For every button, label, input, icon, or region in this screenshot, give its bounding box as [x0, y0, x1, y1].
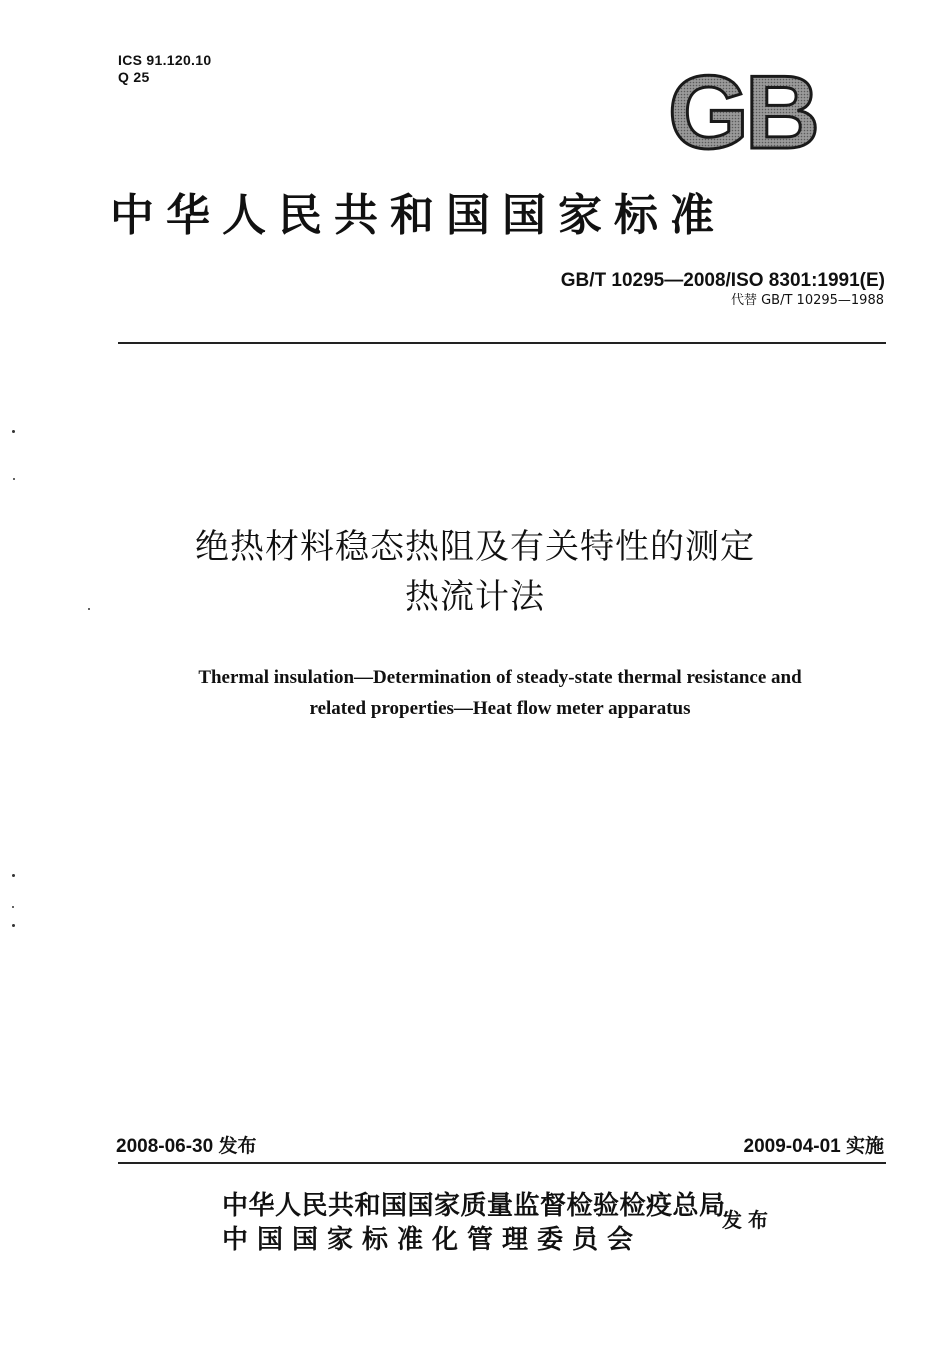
document-title-cn — [0, 522, 950, 622]
ccs-code: Q 25 — [118, 69, 150, 85]
gb-logo — [650, 66, 834, 158]
scan-speck — [12, 924, 15, 927]
title-en-line-2: related properties—Heat flow meter apparatus — [309, 698, 691, 719]
issuer-sac: 中国国家标准化管理委员会 — [222, 1225, 643, 1255]
gb-logo-text: GB — [668, 66, 816, 158]
scan-speck — [12, 430, 15, 433]
standard-category-title: 中华人民共和国国家标准 — [110, 190, 726, 241]
document-title-en — [110, 662, 890, 724]
issuer-aqsiq: 中华人民共和国国家质量监督检验检疫总局 — [222, 1191, 726, 1221]
top-divider — [118, 342, 886, 344]
issue-date: 2008-06-30 发布 — [116, 1136, 257, 1157]
publish-label: 发布 — [722, 1208, 774, 1232]
ics-code: ICS 91.120.10 — [118, 52, 212, 68]
title-en-line-1: Thermal insulation—Determination of steady-state thermal resistance and — [198, 667, 802, 688]
scan-speck — [12, 906, 14, 908]
bottom-divider — [118, 1162, 886, 1164]
scan-speck — [12, 874, 15, 877]
title-cn-line-2: 热流计法 — [405, 577, 545, 617]
title-cn-line-1: 绝热材料稳态热阻及有关特性的测定 — [195, 527, 755, 567]
classification-codes — [118, 52, 211, 86]
implementation-date: 2009-04-01 实施 — [743, 1136, 884, 1157]
replaces-standard: 代替 GB/T 10295—1988 — [730, 293, 884, 308]
scan-speck — [13, 478, 15, 480]
standard-number: GB/T 10295—2008/ISO 8301:1991(E) — [560, 270, 885, 291]
